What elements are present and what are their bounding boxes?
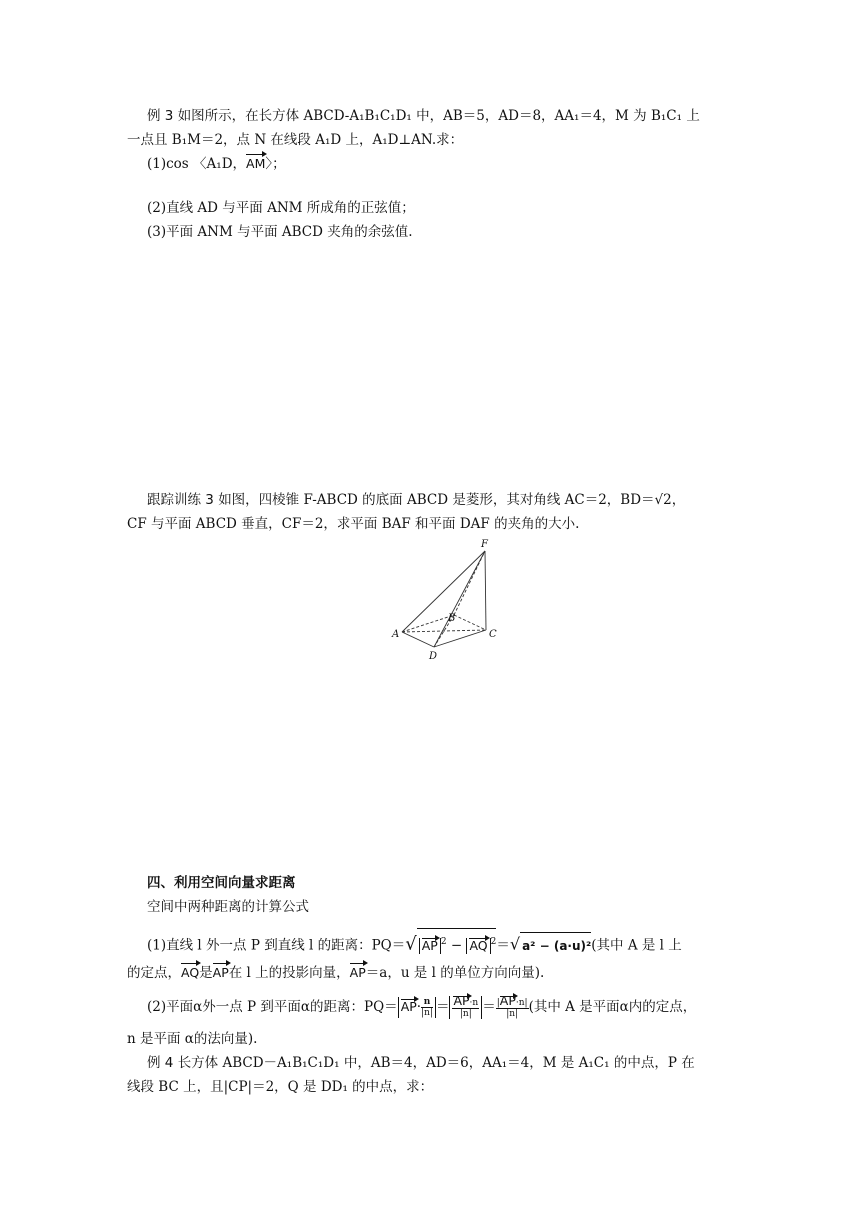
formula1-sqrt: AP $^2$ − AQ $^2$ <box>417 928 497 959</box>
pyramid-figure <box>386 535 506 665</box>
vector-AP: AP <box>421 937 438 953</box>
example3-q1-text: (1)cos 〈A₁D， <box>147 156 247 172</box>
edge-FA <box>402 551 485 632</box>
vector-AQ-2: AQ <box>181 963 199 983</box>
example3-line2: 一点且 B₁M＝2，点 N 在线段 A₁D 上，A₁D⊥AN.求： <box>127 132 464 148</box>
vector-AP-4: AP <box>400 999 417 1014</box>
formula1-line: (1)直线 l 外一点 P 到直线 l 的距离：PQ＝√ AP $^2$ − AQ $^2$＝√ a² − (a·u)²(其中 A 是 l 上 <box>147 928 682 959</box>
label-A: A <box>392 629 400 640</box>
label-C: C <box>489 629 497 640</box>
formula1-sqrt2: a² − (a·u)² <box>520 932 591 959</box>
formula1-suffix: (其中 A 是 l 上 <box>591 937 682 954</box>
formula2-line: (2)平面α外一点 P 到平面α的距离：PQ＝ AP· $\frac{n}{|n|}$ ＝ $\frac{AP\cdot n}{|n|}$ ＝ $\frac{|AP\cdot n|}{|n|}$ (其中 A 是平面α内的定点， <box>147 993 697 1019</box>
training3-text-1: 如图，四棱锥 F-ABCD 的底面 ABCD 是菱形，其对角线 AC＝2，BD＝√2， <box>218 492 686 508</box>
example3-q1-end: 〉； <box>265 156 286 172</box>
example4-line2: 线段 BC 上，且|CP|＝2，Q 是 DD₁ 的中点，求： <box>127 1079 434 1095</box>
f1-cont-2: 是 <box>199 965 213 981</box>
example3-q2: (2)直线 AD 与平面 ANM 所成角的正弦值； <box>147 200 415 216</box>
frac3-den: |n| <box>506 1009 519 1019</box>
frac1-den: |n| <box>421 1008 433 1018</box>
example4-line1 <box>147 1053 695 1073</box>
training3-label: 跟踪训练 3 <box>147 492 214 508</box>
section4-heading: 四、利用空间向量求距离 <box>147 875 296 891</box>
edge-BC <box>454 615 486 630</box>
frac2-den: |n| <box>459 1009 472 1019</box>
example3-label: 例 3 <box>147 108 174 124</box>
formula1-cont <box>127 963 544 983</box>
formula1-prefix: (1)直线 l 外一点 P 到直线 l 的距离：PQ＝ <box>147 937 406 954</box>
training3-line2: CF 与平面 ABCD 垂直，CF＝2，求平面 BAF 和平面 DAF 的夹角的大小. <box>127 516 580 532</box>
vector-AP-2: AP <box>213 963 229 983</box>
vector-AP-3: AP <box>350 963 366 983</box>
f1-cont-4: ＝a，u 是 l 的单位方向向量). <box>365 965 545 981</box>
label-F: F <box>481 539 488 550</box>
vector-AQ: AQ <box>469 937 488 953</box>
formula2-suffix: (其中 A 是平面α内的定点， <box>528 999 697 1015</box>
diag-AC <box>402 630 486 632</box>
vector-AM: AM <box>246 154 265 174</box>
example4-text-1: 长方体 ABCD－A₁B₁C₁D₁ 中，AB＝4，AD＝6，AA₁＝4，M 是 A₁C₁ 的中点，P 在 <box>177 1055 695 1071</box>
label-D: D <box>429 651 438 662</box>
f1-cont-1: 的定点， <box>127 965 181 981</box>
edge-BF <box>454 551 485 615</box>
frac1-num: n <box>421 997 433 1008</box>
formula2-cont: n 是平面 α的法向量). <box>127 1031 258 1047</box>
formula2-prefix: (2)平面α外一点 P 到平面α的距离：PQ＝ <box>147 999 398 1015</box>
f1-cont-3: 在 l 上的投影向量， <box>228 965 350 981</box>
label-B: B <box>448 613 456 624</box>
example4-label: 例 4 <box>147 1055 174 1071</box>
training3-line1 <box>147 490 685 510</box>
vector-AP-5: AP <box>453 993 470 1008</box>
edge-FC <box>485 551 486 630</box>
example3-line1 <box>147 106 700 126</box>
example3-q1 <box>147 154 286 174</box>
edge-AD <box>402 632 434 647</box>
vector-AP-6: AP <box>499 993 516 1008</box>
example3-q3: (3)平面 ANM 与平面 ABCD 夹角的余弦值. <box>147 224 413 240</box>
example3-text-1: 如图所示，在长方体 ABCD-A₁B₁C₁D₁ 中，AB＝5，AD＝8，AA₁＝4，M 为 B₁C₁ 上 <box>177 108 700 124</box>
section4-subheading: 空间中两种距离的计算公式 <box>147 899 309 915</box>
